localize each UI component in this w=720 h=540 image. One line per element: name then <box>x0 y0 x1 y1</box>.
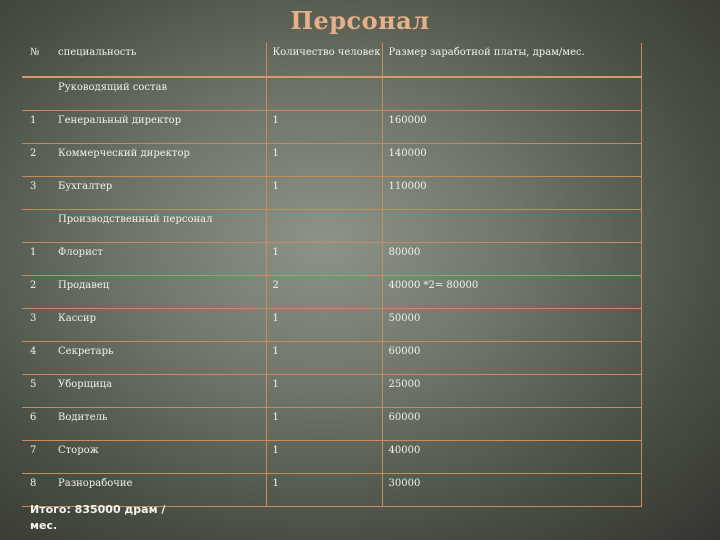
row-count: 1 <box>266 308 382 341</box>
table-row <box>22 143 641 176</box>
row-specialty: Руководящий состав <box>54 77 266 110</box>
row-salary: 40000 <box>382 440 641 473</box>
table-header-row <box>22 43 641 77</box>
row-salary: 80000 <box>382 242 641 275</box>
header-salary: Размер заработной платы, драм/мес. <box>382 43 641 77</box>
row-salary: 40000 *2= 80000 <box>382 275 641 308</box>
row-specialty: Производственный персонал <box>54 209 266 242</box>
row-number: 1 <box>22 242 54 275</box>
table-row <box>22 374 641 407</box>
row-count <box>266 209 382 242</box>
row-specialty: Секретарь <box>54 341 266 374</box>
row-count: 1 <box>266 143 382 176</box>
row-salary: 60000 <box>382 407 641 440</box>
row-specialty: Продавец <box>54 275 266 308</box>
row-count <box>266 77 382 110</box>
row-number: 2 <box>22 275 54 308</box>
staff-table-body <box>22 43 641 506</box>
row-specialty: Генеральный директор <box>54 110 266 143</box>
row-number: 5 <box>22 374 54 407</box>
header-number: № <box>22 43 54 77</box>
row-salary: 50000 <box>382 308 641 341</box>
header-count: Количество человек <box>266 43 382 77</box>
row-salary: 160000 <box>382 110 641 143</box>
table-row <box>22 407 641 440</box>
table-row <box>22 77 641 110</box>
row-specialty: Флорист <box>54 242 266 275</box>
row-count: 1 <box>266 110 382 143</box>
row-salary <box>382 209 641 242</box>
table-row <box>22 440 641 473</box>
row-number: 3 <box>22 308 54 341</box>
row-specialty: Кассир <box>54 308 266 341</box>
table-row <box>22 341 641 374</box>
row-count: 1 <box>266 407 382 440</box>
table-row <box>22 209 641 242</box>
table-row <box>22 176 641 209</box>
row-salary: 30000 <box>382 473 641 506</box>
row-specialty: Сторож <box>54 440 266 473</box>
staff-table <box>22 43 642 507</box>
row-number: 6 <box>22 407 54 440</box>
row-count: 1 <box>266 374 382 407</box>
row-salary: 110000 <box>382 176 641 209</box>
row-specialty: Разнорабочие <box>54 473 266 506</box>
row-number: 8 <box>22 473 54 506</box>
row-salary: 140000 <box>382 143 641 176</box>
table-row <box>22 275 641 308</box>
row-number: 4 <box>22 341 54 374</box>
row-count: 2 <box>266 275 382 308</box>
row-count: 1 <box>266 440 382 473</box>
row-number: 2 <box>22 143 54 176</box>
row-count: 1 <box>266 242 382 275</box>
table-row <box>22 308 641 341</box>
table-row <box>22 242 641 275</box>
row-specialty: Уборщица <box>54 374 266 407</box>
slide-title: Персонал <box>290 6 430 35</box>
row-specialty: Бухгалтер <box>54 176 266 209</box>
row-number: 7 <box>22 440 54 473</box>
row-specialty: Коммерческий директор <box>54 143 266 176</box>
row-salary: 60000 <box>382 341 641 374</box>
row-number <box>22 77 54 110</box>
row-salary: 25000 <box>382 374 641 407</box>
row-number: 3 <box>22 176 54 209</box>
row-count: 1 <box>266 473 382 506</box>
row-count: 1 <box>266 341 382 374</box>
row-number: 1 <box>22 110 54 143</box>
row-count: 1 <box>266 176 382 209</box>
total-summary: Итого: 835000 драм /мес. <box>30 503 166 532</box>
row-specialty: Водитель <box>54 407 266 440</box>
header-specialty: специальность <box>54 43 266 77</box>
table-row <box>22 110 641 143</box>
row-salary <box>382 77 641 110</box>
row-number <box>22 209 54 242</box>
